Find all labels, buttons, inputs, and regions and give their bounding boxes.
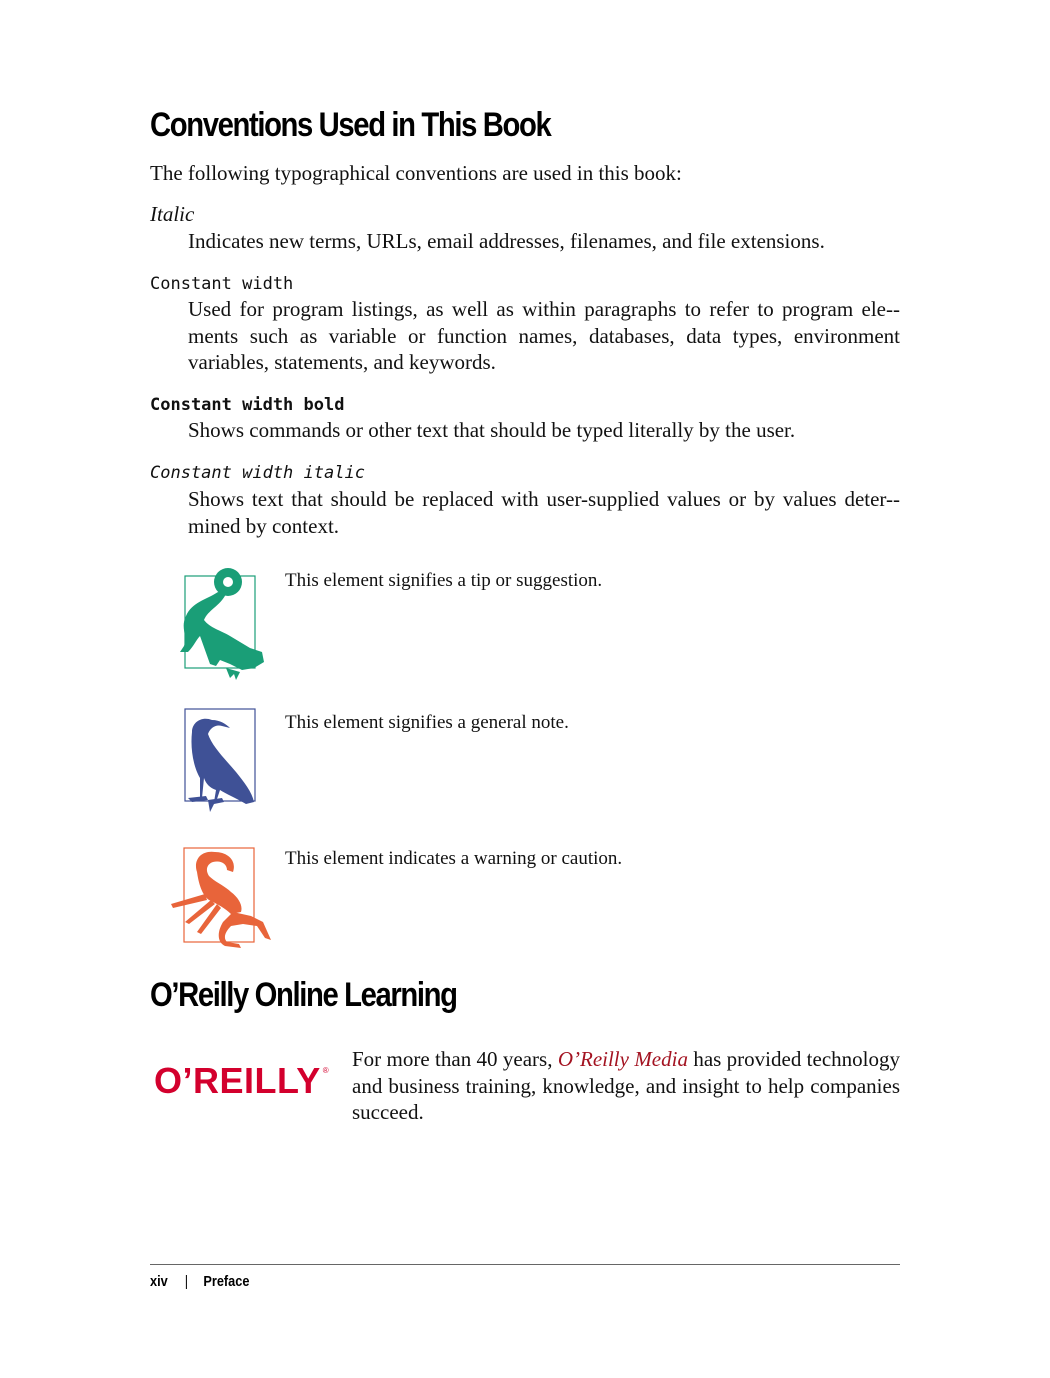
- convention-desc-constant-width: Used for program listings, as well as within paragraphs to refer to program ele-ments such as variable or function names, databases, data types, environment variables, statements, and keywords.: [188, 297, 900, 374]
- convention-desc-italic: Indicates new terms, URLs, email addresses, filenames, and file extensions.: [188, 229, 825, 253]
- admonition-note: [170, 706, 900, 826]
- convention-desc-constant-width-italic: Shows text that should be replaced with user-supplied values or by values deter-mined by context.: [188, 487, 900, 538]
- oreilly-logo: [154, 1060, 329, 1102]
- lemur-tip-icon: [170, 564, 270, 684]
- chapter-name: Preface: [203, 1273, 250, 1290]
- oreilly-media-link[interactable]: O’Reilly Media: [557, 1047, 688, 1071]
- convention-term-italic: Italic: [150, 202, 195, 226]
- admonition-note-text: This element signifies a general note.: [285, 712, 569, 733]
- admonition-tip: [170, 564, 900, 684]
- conventions-intro: The following typographical conventions are used in this book:: [150, 161, 682, 185]
- convention-term-constant-width: Constant width: [150, 274, 294, 294]
- crow-note-icon: [170, 706, 270, 816]
- page-footer: [150, 1273, 249, 1290]
- admonition-warning: [170, 842, 900, 962]
- scorpion-warning-icon: [167, 842, 277, 952]
- admonition-tip-text: This element signifies a tip or suggestion.: [285, 570, 603, 591]
- convention-term-constant-width-bold: Constant width bold: [150, 395, 345, 415]
- footer-separator: |: [184, 1273, 189, 1290]
- registered-mark: ®: [322, 1066, 330, 1075]
- convention-desc-constant-width-bold: Shows commands or other text that should be typed literally by the user.: [188, 418, 796, 442]
- oreilly-paragraph-start: For more than 40 years,: [352, 1047, 558, 1071]
- admonition-warning-text: This element indicates a warning or caution.: [285, 848, 623, 869]
- section-heading-online-learning: O’Reilly Online Learning: [150, 976, 457, 1014]
- page-number: xiv: [150, 1273, 168, 1290]
- convention-term-constant-width-italic: Constant width italic: [150, 463, 365, 483]
- footer-rule: [150, 1264, 900, 1265]
- oreilly-logo-text: O’REILLY: [154, 1060, 321, 1101]
- oreilly-paragraph-end: has provided technology and business training, knowledge, and insight to help companies succeed.: [352, 1047, 900, 1124]
- oreilly-paragraph: [352, 1046, 900, 1126]
- section-heading-conventions: Conventions Used in This Book: [150, 106, 551, 144]
